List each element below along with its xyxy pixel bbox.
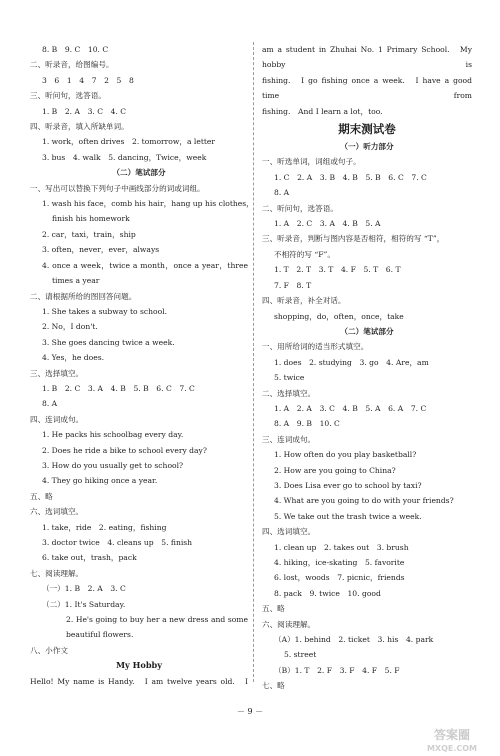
answer-line: 三、听问句，选答语。 bbox=[30, 91, 106, 101]
answer-line: 2. He's going to buy her a new dress and some bbox=[66, 615, 248, 625]
answer-line: 5. twice bbox=[274, 373, 305, 383]
answer-line: 3. How do you usually get to school? bbox=[42, 460, 184, 470]
answer-line: 1. work，often drives 2. tomorrow，a letter bbox=[42, 137, 216, 147]
answer-line: 二、听录音，给图编号。 bbox=[30, 60, 114, 70]
answer-line: 三、连词成句。 bbox=[262, 434, 316, 444]
answer-line: 五、略 bbox=[262, 604, 285, 614]
answer-line: 1. clean up 2. takes out 3. brush bbox=[274, 542, 409, 552]
answer-line: 八、小作文 bbox=[30, 645, 68, 655]
answer-line: （B）1. T 2. F 3. F 4. F 5. F bbox=[274, 665, 400, 675]
answer-line: 6. take out，trash，pack bbox=[42, 553, 137, 563]
answer-line: 二、请根据所给的图回答问题。 bbox=[30, 291, 137, 301]
answer-line: （二）1. It's Saturday. bbox=[42, 599, 126, 609]
answer-line: 1. A 2. C 3. A 4. B 5. A bbox=[274, 219, 381, 229]
answer-line: 8. pack 9. twice 10. good bbox=[274, 588, 381, 598]
answer-line: 1. C 2. A 3. B 4. B 5. B 6. C 7. C bbox=[274, 172, 427, 182]
answer-line: 3. She goes dancing twice a week. bbox=[42, 337, 175, 347]
answer-line: 1. B 2. A 3. C 4. C bbox=[42, 106, 127, 116]
watermark-logo bbox=[408, 726, 496, 754]
answer-line: 1. B 2. C 3. A 4. B 5. B 6. C 7. C bbox=[42, 383, 195, 393]
answer-line: 3. bus 4. walk 5. dancing，Twice，week bbox=[42, 152, 207, 162]
answer-line: 二、选择填空。 bbox=[262, 388, 316, 398]
answer-line: 8. A bbox=[274, 188, 290, 198]
answer-line: 6. lost，woods 7. picnic，friends bbox=[274, 573, 405, 583]
answer-line: 1. He packs his schoolbag every day. bbox=[42, 430, 184, 440]
section-title: 期末测试卷 bbox=[338, 122, 396, 137]
answer-line: 2. Does he ride a bike to school every day? bbox=[42, 445, 207, 455]
answer-line: 一、用所给词的适当形式填空。 bbox=[262, 342, 369, 352]
left-column bbox=[30, 42, 254, 689]
answer-line: 一、听选单词，词组或句子。 bbox=[262, 157, 361, 167]
answer-line: 3 6 1 4 7 2 5 8 bbox=[42, 75, 134, 85]
subsection-heading: （二）笔试部分 bbox=[112, 168, 166, 178]
answer-line: （一）1. B 2. A 3. C bbox=[42, 584, 126, 594]
answer-line: 四、听录音，补全对话。 bbox=[262, 296, 346, 306]
answer-line: 3. doctor twice 4. cleans up 5. finish bbox=[42, 538, 193, 547]
answer-line: 七、阅读理解。 bbox=[30, 568, 84, 578]
answer-line: 2. No，I don't. bbox=[42, 322, 98, 332]
answer-line: 一、写出可以替换下列句子中画线部分的词或词组。 bbox=[30, 183, 205, 193]
answer-line: 4. hiking，ice-skating 5. favorite bbox=[274, 558, 405, 567]
answer-line: 六、选词填空。 bbox=[30, 507, 84, 517]
answer-line: am a student in Zhuhai No. 1 Primary School. My hobby is bbox=[262, 45, 472, 70]
answer-line: 四、连词成句。 bbox=[30, 414, 84, 424]
answer-line: 六、阅读理解。 bbox=[262, 619, 316, 629]
watermark-url: MXQE.COM bbox=[426, 744, 478, 753]
answer-line: fishing. I go fishing once a week. I have a good time from bbox=[262, 75, 472, 101]
subsection-heading: （二）笔试部分 bbox=[340, 326, 394, 336]
essay-title: My Hobby bbox=[115, 660, 163, 671]
answer-line: 8. B 9. C 10. C bbox=[42, 45, 109, 54]
answer-line: Hello! My name is Handy. I am twelve years old. I bbox=[30, 676, 248, 686]
watermark-logo-text: 答案圈 bbox=[433, 728, 471, 742]
answer-line: 四、听录音，填入所缺单词。 bbox=[30, 122, 129, 132]
answer-line: 1. does 2. studying 3. go 4. Are，am bbox=[274, 357, 429, 367]
answer-line: 3. often，never，ever，always bbox=[42, 245, 160, 255]
answer-line: 4. They go hiking once a year. bbox=[42, 476, 158, 486]
answer-line: 4. once a week，twice a month，once a year，three bbox=[42, 260, 248, 270]
subsection-heading: （一）听力部分 bbox=[340, 142, 394, 152]
page-number: － 9 － bbox=[236, 707, 264, 716]
answer-line: 三、选择填空。 bbox=[30, 368, 84, 378]
answer-line: 1. She takes a subway to school. bbox=[42, 306, 168, 316]
answer-line: 8. A 9. B 10. C bbox=[274, 419, 340, 429]
answer-line: 4. Yes，he does. bbox=[42, 353, 105, 363]
right-column bbox=[262, 42, 472, 694]
answer-line: 四、选词填空。 bbox=[262, 527, 316, 537]
answer-line: 不相符的写 “F”。 bbox=[274, 249, 336, 259]
answer-line: 8. A bbox=[42, 399, 58, 409]
answer-line: 1. T 2. T 3. T 4. F 5. T 6. T bbox=[274, 265, 401, 275]
answer-line: 1. How often do you play basketball? bbox=[274, 450, 417, 460]
answer-line: 二、听问句，选答语。 bbox=[262, 203, 338, 213]
answer-line: 1. take，ride 2. eating，fishing bbox=[42, 522, 167, 532]
answer-line: 五、略 bbox=[30, 491, 53, 501]
answer-line: 4. What are you going to do with your friends? bbox=[274, 496, 454, 506]
answer-line: finish his homework bbox=[52, 214, 130, 224]
answer-line: 2. How are you going to China? bbox=[274, 465, 396, 475]
answer-line: 三、听录音，判断与图内容是否相符，相符的写 “T”， bbox=[262, 234, 445, 244]
answer-line: shopping，do，often，once，take bbox=[274, 311, 404, 321]
answer-line: 5. street bbox=[284, 650, 317, 660]
answer-line: 5. We take out the trash twice a week. bbox=[274, 511, 422, 521]
answer-line: 1. wash his face，comb his hair，hang up his clothes， bbox=[42, 199, 254, 209]
answer-line: 3. Does Lisa ever go to school by taxi? bbox=[274, 480, 422, 490]
column-divider bbox=[253, 42, 254, 682]
answer-line: 2. car，taxi，train，ship bbox=[42, 229, 136, 239]
answer-line: fishing. And I learn a lot，too. bbox=[262, 106, 383, 116]
answer-line: times a year bbox=[52, 276, 100, 286]
answer-line: beautiful flowers. bbox=[66, 630, 134, 640]
answer-line: 七、略 bbox=[262, 681, 285, 691]
answer-line: 1. A 2. A 3. C 4. B 5. A 6. A 7. C bbox=[274, 403, 427, 413]
answer-line: （A）1. behind 2. ticket 3. his 4. park bbox=[274, 635, 434, 645]
answer-line: 7. F 8. T bbox=[274, 280, 312, 290]
